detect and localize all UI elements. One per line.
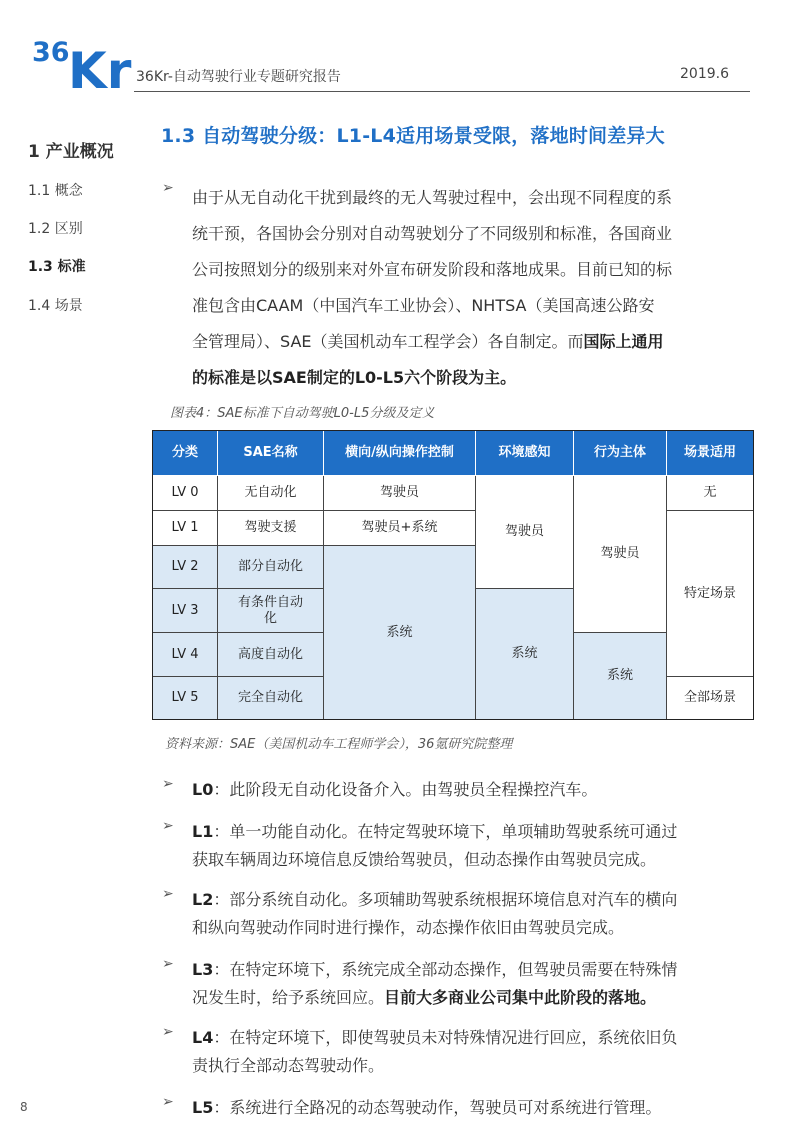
intro-line: 准包含由CAAM（中国汽车工业协会）、NHTSA（美国高速公路安 <box>192 296 655 315</box>
table-header: 横向/纵向操作控制 <box>324 431 476 476</box>
scenario-cell: 特定场景 <box>667 511 753 677</box>
control-cell: 驾驶员+系统 <box>324 511 476 546</box>
table-header: 环境感知 <box>476 431 574 476</box>
svg-text:36: 36 <box>32 37 70 68</box>
intro-line: 全管理局）、SAE（美国机动车工程学会）各自制定。而国际上通用 <box>192 332 664 351</box>
actor-cell: 系统 <box>574 633 667 719</box>
level-cell: LV 4 <box>153 633 218 677</box>
sidebar-item-scenario[interactable]: 1.4 场景 <box>28 298 83 314</box>
report-date: 2019.6 <box>680 66 729 82</box>
arrow-bullet-icon: ➢ <box>162 1094 174 1110</box>
report-title: 36Kr-自动驾驶行业专题研究报告 <box>136 69 341 85</box>
table-header: 行为主体 <box>574 431 667 476</box>
control-cell: 驾驶员 <box>324 476 476 511</box>
sae-name-cell: 驾驶支援 <box>218 511 324 546</box>
arrow-bullet-icon: ➢ <box>162 1024 174 1040</box>
intro-paragraph <box>162 180 762 396</box>
level-desc-l2: ➢ L2：部分系统自动化。多项辅助驾驶系统根据环境信息对汽车的横向 和纵向驾驶动作同时进行操作，动态操作依旧由驾驶员完成。 <box>162 886 678 937</box>
control-cell: 系统 <box>324 546 476 719</box>
level-desc-l4: ➢ L4：在特定环境下，即使驾驶员未对特殊情况进行回应，系统依旧负 责执行全部动态驾驶动作。 <box>162 1024 678 1075</box>
intro-line: 由于从无自动化干扰到最终的无人驾驶过程中，会出现不同程度的系 <box>192 188 673 207</box>
level-cell: LV 5 <box>153 677 218 719</box>
actor-cell: 驾驶员 <box>574 476 667 633</box>
sae-name-cell: 无自动化 <box>218 476 324 511</box>
arrow-bullet-icon: ➢ <box>162 818 174 834</box>
level-desc-l3: ➢ L3：在特定环境下，系统完成全部动态操作，但驾驶员需要在特殊情 况发生时，给予系统回应。目前大多商业公司集中此阶段的落地。 <box>162 956 678 1007</box>
arrow-bullet-icon: ➢ <box>162 886 174 902</box>
level-desc-l1: ➢ L1：单一功能自动化。在特定驾驶环境下，单项辅助驾驶系统可通过 获取车辆周边环境信息反馈给驾驶员，但动态操作由驾驶员完成。 <box>162 818 678 869</box>
sae-name-cell: 高度自动化 <box>218 633 324 677</box>
scenario-cell: 全部场景 <box>683 690 736 705</box>
level-cell: LV 2 <box>153 546 218 589</box>
arrow-bullet-icon: ➢ <box>162 180 174 196</box>
intro-line-bold: 的标准是以SAE制定的L0-L5六个阶段为主。 <box>192 368 517 387</box>
sae-name-cell: 部分自动化 <box>218 546 324 589</box>
table-header: 分类 <box>153 431 218 476</box>
level-desc-l0: ➢ L0：此阶段无自动化设备介入。由驾驶员全程操控汽车。 <box>162 776 598 799</box>
table-header: 场景适用 <box>667 431 753 476</box>
level-desc-l5: ➢ L5：系统进行全路况的动态驾驶动作，驾驶员可对系统进行管理。 <box>162 1094 662 1117</box>
level-cell: LV 1 <box>153 511 218 546</box>
perception-cell: 系统 <box>476 589 574 719</box>
arrow-bullet-icon: ➢ <box>162 956 174 972</box>
figure-caption: 图表4：SAE标准下自动驾驶L0-L5分级及定义 <box>170 406 435 421</box>
sidebar-item-concept[interactable]: 1.1 概念 <box>28 183 83 199</box>
sidebar-item-standard[interactable]: 1.3 标准 <box>28 259 86 275</box>
sae-name-cell: 有条件自动化 <box>218 589 324 633</box>
table-header: SAE名称 <box>218 431 324 476</box>
arrow-bullet-icon: ➢ <box>162 776 174 792</box>
sidebar-title[interactable]: 1 产业概况 <box>28 142 114 162</box>
intro-line: 统干预，各国协会分别对自动驾驶划分了不同级别和标准，各国商业 <box>192 224 673 243</box>
level-cell: LV 3 <box>153 589 218 633</box>
figure-source: 资料来源：SAE（美国机动车工程师学会），36氪研究院整理 <box>165 737 513 752</box>
intro-line: 公司按照划分的级别来对外宣布研发阶段和落地成果。目前已知的标 <box>192 260 673 279</box>
scenario-cell: 无 <box>667 476 753 511</box>
page-number: 8 <box>20 1100 28 1114</box>
sidebar-item-difference[interactable]: 1.2 区别 <box>28 221 83 237</box>
sae-name-cell: 完全自动化 <box>218 677 324 719</box>
sae-levels-table <box>152 430 754 720</box>
36kr-logo <box>30 32 140 94</box>
perception-cell: 驾驶员 <box>476 476 574 589</box>
svg-text:Kr: Kr <box>68 42 132 94</box>
header-divider <box>134 91 750 92</box>
level-cell: LV 0 <box>153 476 218 511</box>
section-heading: 1.3 自动驾驶分级：L1-L4适用场景受限，落地时间差异大 <box>161 125 665 147</box>
